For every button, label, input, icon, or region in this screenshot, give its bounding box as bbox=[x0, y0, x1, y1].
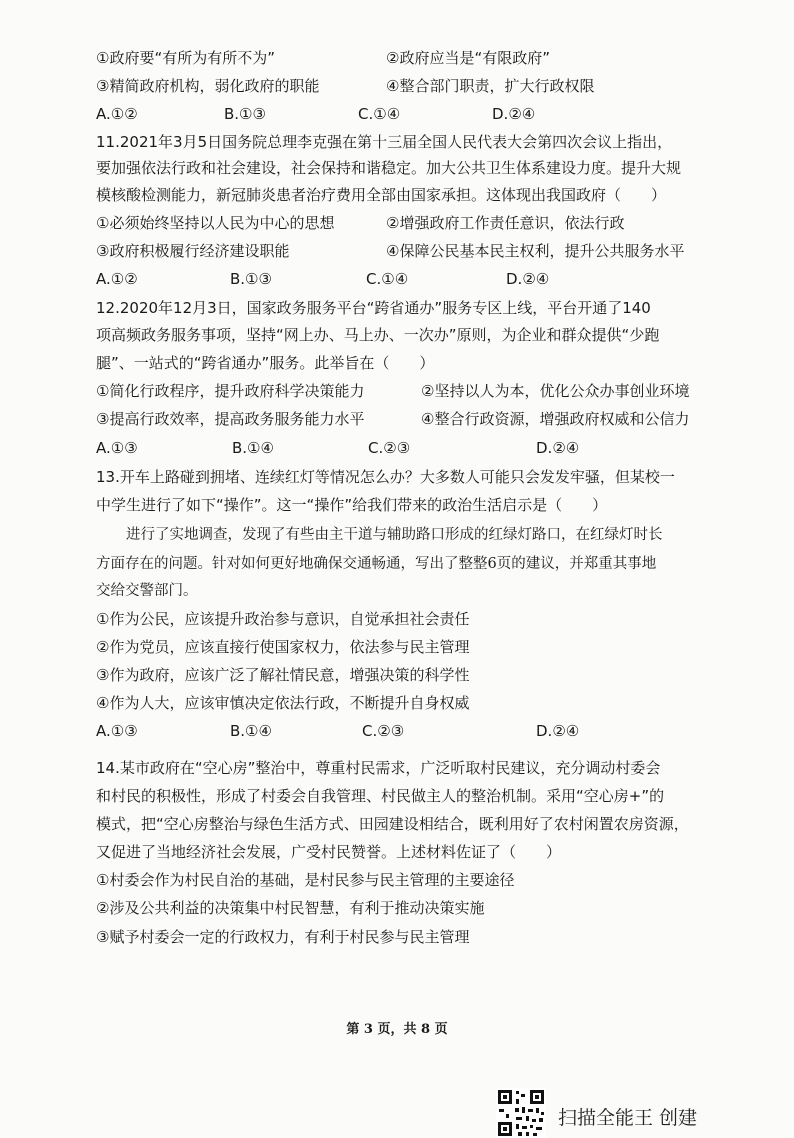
q13-choice-d: D.②④ bbox=[536, 722, 580, 740]
q10-option-3: ③精简政府机构，弱化政府的职能 bbox=[96, 77, 320, 95]
q11-stem-line-2: 要加强依法行政和社会建设，社会保持和谐稳定。加大公共卫生体系建设力度。提升大规 bbox=[96, 159, 682, 177]
q12-stem-line-3: 腿”、一站式的“跨省通办”服务。此举旨在（ ） bbox=[96, 354, 435, 372]
q13-material-line-3: 交给交警部门。 bbox=[96, 583, 198, 599]
q11-choice-d: D.②④ bbox=[506, 270, 550, 288]
q12-option-4: ④整合行政资源，增强政府权威和公信力 bbox=[421, 410, 690, 428]
q13-stem-line-1: 13.开车上路碰到拥堵、连续红灯等情况怎么办？大多数人可能只会发发牢骚，但某校一 bbox=[96, 468, 675, 486]
q12-options-row-2 bbox=[96, 408, 714, 430]
q10-choice-d: D.②④ bbox=[492, 105, 536, 123]
q10-option-1: ①政府要“有所为有所不为” bbox=[96, 49, 275, 67]
page-number: 第 3 页，共 8 页 bbox=[346, 1022, 448, 1037]
q12-choice-c: C.②③ bbox=[368, 439, 411, 457]
q11-choice-a: A.①② bbox=[96, 270, 138, 288]
q11-choices bbox=[96, 268, 714, 290]
q13-option-2: ②作为党员，应该直接行使国家权力，依法参与民主管理 bbox=[96, 638, 470, 656]
q10-option-2: ②政府应当是“有限政府” bbox=[386, 49, 550, 67]
q12-choice-a: A.①③ bbox=[96, 439, 138, 457]
q10-choices bbox=[96, 103, 714, 125]
q12-choice-d: D.②④ bbox=[536, 439, 580, 457]
q12-stem-line-2: 项高频政务服务事项，坚持“网上办、马上办、一次办”原则，为企业和群众提供“少跑 bbox=[96, 326, 660, 344]
q11-option-4: ④保障公民基本民主权利，提升公共服务水平 bbox=[386, 242, 685, 260]
q11-choice-c: C.①④ bbox=[366, 270, 409, 288]
q13-material-line-2: 方面存在的问题。针对如何更好地确保交通畅通，写出了整整6页的建议，并郑重其事地 bbox=[96, 556, 657, 572]
q10-options-row-1 bbox=[96, 47, 714, 69]
q14-option-1: ①村委会作为村民自治的基础，是村民参与民主管理的主要途径 bbox=[96, 871, 515, 889]
q10-choice-a: A.①② bbox=[96, 105, 138, 123]
q11-option-1: ①必须始终坚持以人民为中心的思想 bbox=[96, 214, 335, 232]
q10-options-row-2 bbox=[96, 75, 714, 97]
q10-choice-b: B.①③ bbox=[224, 105, 266, 123]
q14-stem-line-4: 又促进了当地经济社会发展，广受村民赞誉。上述材料佐证了（ ） bbox=[96, 843, 562, 861]
q14-stem-line-2: 和村民的积极性，形成了村委会自我管理、村民做主人的整治机制。采用“空心房+”的 bbox=[96, 787, 665, 805]
q13-option-4: ④作为人大，应该审慎决定依法行政，不断提升自身权威 bbox=[96, 694, 470, 712]
q13-choice-b: B.①④ bbox=[230, 722, 272, 740]
q12-choices bbox=[96, 437, 714, 459]
q11-stem-line-1: 11.2021年3月5日国务院总理李克强在第十三届全国人民代表大会第四次会议上指出， bbox=[96, 133, 673, 151]
q12-stem-line-1: 12.2020年12月3日，国家政务服务平台“跨省通办”服务专区上线，平台开通了140 bbox=[96, 299, 651, 317]
q14-option-2: ②涉及公共利益的决策集中村民智慧，有利于推动决策实施 bbox=[96, 899, 485, 917]
q14-option-3: ③赋予村委会一定的行政权力，有利于村民参与民主管理 bbox=[96, 928, 470, 946]
q13-material-line-1: 进行了实地调查，发现了有些由主干道与辅助路口形成的红绿灯路口，在红绿灯时长 bbox=[126, 527, 663, 543]
q10-option-4: ④整合部门职责，扩大行政权限 bbox=[386, 77, 595, 95]
q14-stem-line-1: 14.某市政府在“空心房”整治中，尊重村民需求，广泛听取村民建议，充分调动村委会 bbox=[96, 759, 661, 777]
q11-option-2: ②增强政府工作责任意识，依法行政 bbox=[386, 214, 625, 232]
q11-options-row-1 bbox=[96, 212, 714, 234]
q10-choice-c: C.①④ bbox=[358, 105, 401, 123]
q14-stem-line-3: 模式，把“空心房整治与绿色生活方式、田园建设相结合，既利用好了农村闲置农房资源， bbox=[96, 815, 689, 833]
q13-choice-a: A.①③ bbox=[96, 722, 138, 740]
q13-choices bbox=[96, 720, 714, 742]
q13-choice-c: C.②③ bbox=[362, 722, 405, 740]
q12-options-row-1 bbox=[96, 380, 714, 402]
q12-option-3: ③提高行政效率，提高政务服务能力水平 bbox=[96, 410, 365, 428]
scanner-watermark: 扫描全能王 创建 bbox=[558, 1107, 698, 1129]
q12-choice-b: B.①④ bbox=[232, 439, 274, 457]
q12-option-2: ②坚持以人为本，优化公众办事创业环境 bbox=[421, 382, 690, 400]
q13-option-1: ①作为公民，应该提升政治参与意识，自觉承担社会责任 bbox=[96, 610, 470, 628]
q11-stem-line-3: 模核酸检测能力，新冠肺炎患者治疗费用全部由国家承担。这体现出我国政府（ ） bbox=[96, 186, 667, 204]
q11-options-row-2 bbox=[96, 240, 714, 262]
q11-choice-b: B.①③ bbox=[230, 270, 272, 288]
qr-code-icon bbox=[496, 1088, 546, 1138]
q13-stem-line-2: 中学生进行了如下“操作”。这一“操作”给我们带来的政治生活启示是（ ） bbox=[96, 496, 608, 514]
q11-option-3: ③政府积极履行经济建设职能 bbox=[96, 242, 290, 260]
q12-option-1: ①简化行政程序，提升政府科学决策能力 bbox=[96, 382, 365, 400]
q13-option-3: ③作为政府，应该广泛了解社情民意，增强决策的科学性 bbox=[96, 666, 470, 684]
